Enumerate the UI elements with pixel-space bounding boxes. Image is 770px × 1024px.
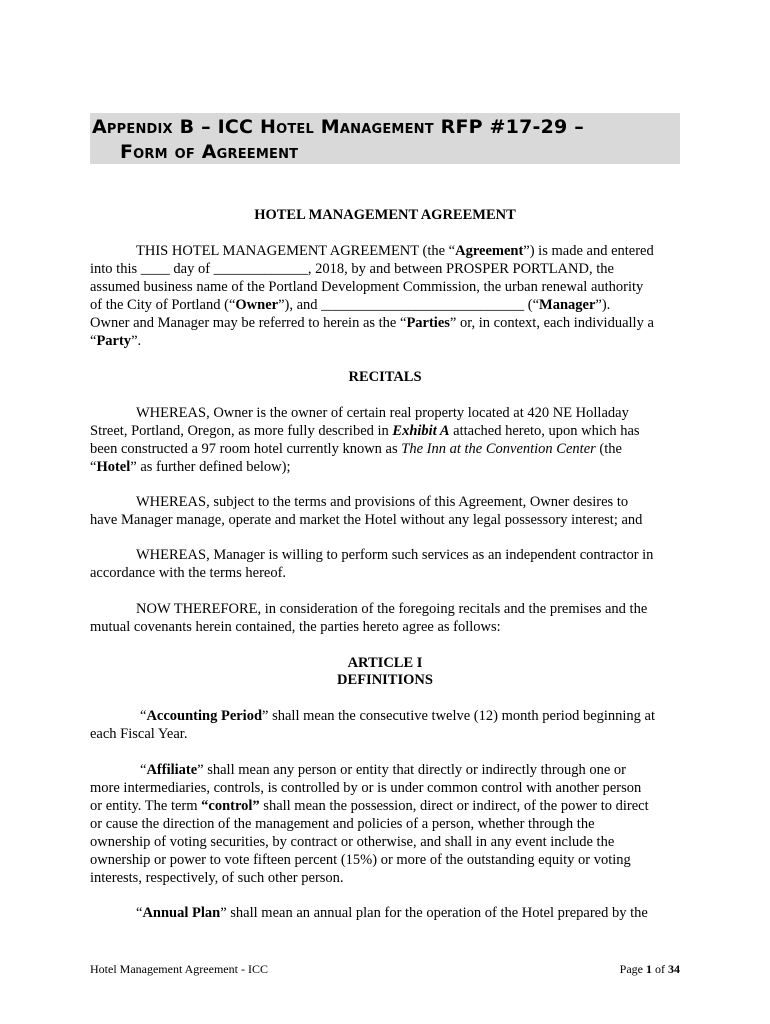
def-affiliate-line-7: interests, respectively, of such other person.: [90, 870, 344, 886]
def-affiliate-line-6: ownership or power to vote fifteen percent (15%) or more of the outstanding equity or voting: [90, 852, 631, 868]
whereas1-line-4: “Hotel” as further defined below);: [90, 459, 291, 475]
whereas3-line-1: WHEREAS, Manager is willing to perform such services as an independent contractor in: [136, 547, 654, 563]
article-number: ARTICLE I: [347, 655, 423, 671]
def-affiliate-line-3: or entity. The term “control” shall mean the possession, direct or indirect, of the power to direct: [90, 798, 649, 814]
intro-line-5: Owner and Manager may be referred to herein as the “Parties” or, in context, each individually a: [90, 315, 654, 331]
appendix-title-line-2: Form of Agreement: [120, 141, 299, 163]
recitals-heading: RECITALS: [348, 369, 422, 385]
agreement-title: HOTEL MANAGEMENT AGREEMENT: [254, 207, 516, 223]
def-affiliate-line-4: or cause the direction of the management and policies of a person, whether through the: [90, 816, 595, 832]
def-affiliate-line-2: more intermediaries, controls, is controlled by or is under common control with another person: [90, 780, 642, 796]
intro-line-2: into this ____ day of _____________, 2018, by and between PROSPER PORTLAND, the: [90, 261, 614, 277]
article-title: DEFINITIONS: [337, 672, 433, 688]
def-affiliate-line-1: “Affiliate” shall mean any person or entity that directly or indirectly through one or: [140, 762, 627, 778]
def-affiliate-line-5: ownership of voting securities, by contract or otherwise, and shall in any event include the: [90, 834, 615, 850]
footer-page-number: Page 1 of 34: [619, 962, 680, 976]
whereas1-line-2: Street, Portland, Oregon, as more fully described in Exhibit A attached hereto, upon which has: [90, 423, 640, 439]
intro-line-1: THIS HOTEL MANAGEMENT AGREEMENT (the “Agreement”) is made and entered: [136, 243, 654, 259]
whereas2-line-1: WHEREAS, subject to the terms and provisions of this Agreement, Owner desires to: [136, 494, 629, 510]
now-therefore-line-2: mutual covenants herein contained, the parties hereto agree as follows:: [90, 619, 501, 635]
def-accounting-line-1: “Accounting Period” shall mean the consecutive twelve (12) month period beginning at: [140, 708, 656, 724]
whereas2-line-2: have Manager manage, operate and market the Hotel without any legal possessory interest; and: [90, 512, 643, 528]
def-annual-plan-line-1: “Annual Plan” shall mean an annual plan for the operation of the Hotel prepared by the: [136, 905, 648, 921]
whereas1-line-3: been constructed a 97 room hotel currently known as The Inn at the Convention Center (the: [90, 441, 622, 457]
intro-line-6: “Party”.: [90, 333, 142, 349]
now-therefore-line-1: NOW THEREFORE, in consideration of the foregoing recitals and the premises and the: [136, 601, 648, 617]
footer-document-name: Hotel Management Agreement - ICC: [90, 962, 268, 976]
whereas1-line-1: WHEREAS, Owner is the owner of certain real property located at 420 NE Holladay: [136, 405, 629, 421]
appendix-title-line-1: Appendix B – ICC Hotel Management RFP #17-29 –: [92, 116, 584, 138]
def-accounting-line-2: each Fiscal Year.: [90, 726, 188, 742]
intro-line-3: assumed business name of the Portland Development Commission, the urban renewal authority: [90, 279, 644, 295]
whereas3-line-2: accordance with the terms hereof.: [90, 565, 287, 581]
intro-line-4: of the City of Portland (“Owner”), and ____________________________ (“Manager”).: [90, 297, 611, 313]
